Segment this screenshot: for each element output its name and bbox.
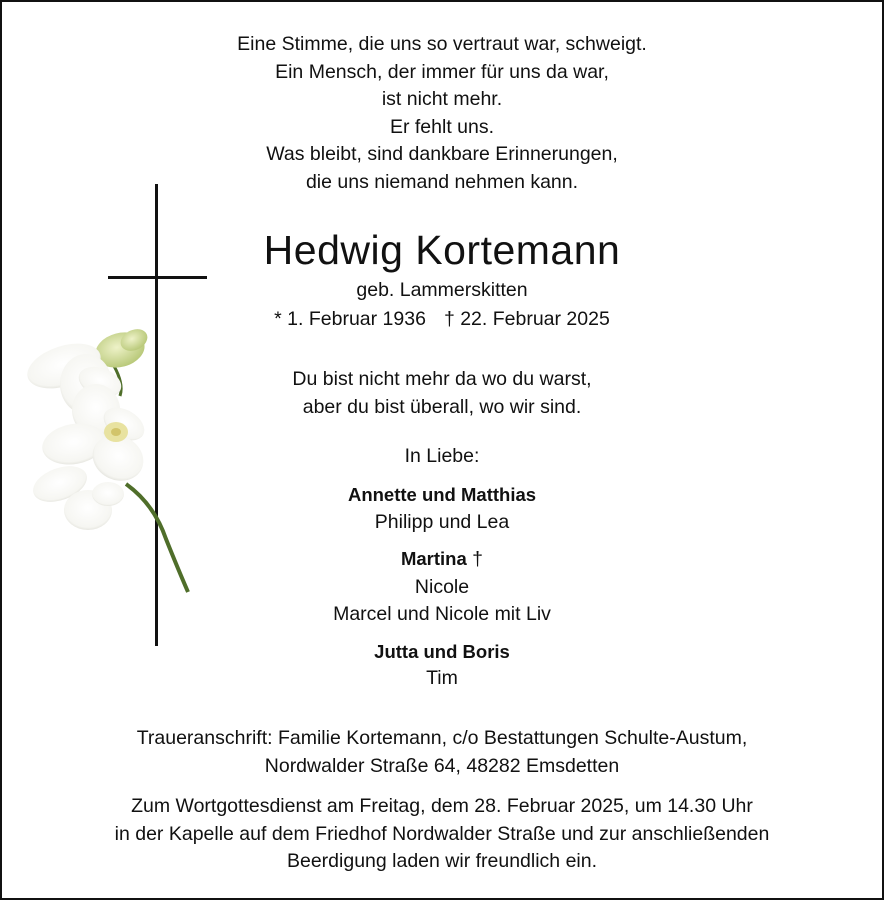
poem-line: Ein Mensch, der immer für uns da war, bbox=[275, 60, 609, 83]
family-member: Marcel und Nicole mit Liv bbox=[333, 603, 551, 625]
birth-date: * 1. Februar 1936 bbox=[274, 308, 426, 330]
maiden-name: geb. Lammerskitten bbox=[356, 279, 528, 301]
deceased-name: Hedwig Kortemann bbox=[263, 227, 621, 273]
family-group bbox=[2, 481, 882, 536]
quote-line: aber du bist überall, wo wir sind. bbox=[302, 395, 582, 418]
family-member: Nicole bbox=[414, 575, 470, 598]
family-head: Annette und Matthias bbox=[347, 484, 537, 505]
poem-line: Er fehlt uns. bbox=[389, 115, 495, 138]
quote-line: Du bist nicht mehr da wo du warst, bbox=[292, 368, 592, 390]
opening-poem bbox=[2, 31, 882, 196]
life-dates bbox=[2, 306, 882, 334]
poem-line: ist nicht mehr. bbox=[381, 88, 503, 110]
address-line: Traueranschrift: Familie Kortemann, c/o Bestattungen Schulte-Austum, bbox=[136, 727, 748, 749]
family-head: Martina bbox=[400, 548, 467, 569]
service-line: in der Kapelle auf dem Friedhof Nordwalder Straße und zur anschließenden bbox=[114, 822, 770, 845]
address-line: Nordwalder Straße 64, 48282 Emsdetten bbox=[264, 754, 620, 777]
family-group bbox=[2, 545, 882, 629]
poem-line: Eine Stimme, die uns so vertraut war, schweigt. bbox=[237, 33, 647, 55]
family-member: Philipp und Lea bbox=[374, 510, 510, 533]
family-list bbox=[2, 481, 882, 693]
family-member: Tim bbox=[426, 667, 458, 689]
service-line: Beerdigung laden wir freundlich ein. bbox=[286, 850, 598, 872]
in-love-label: In Liebe: bbox=[404, 445, 480, 467]
family-head: Jutta und Boris bbox=[374, 640, 510, 662]
service-announcement bbox=[2, 793, 882, 876]
deceased-marker: † bbox=[466, 548, 484, 570]
family-group bbox=[2, 638, 882, 693]
service-line: Zum Wortgottesdienst am Freitag, dem 28. Februar 2025, um 14.30 Uhr bbox=[131, 795, 753, 817]
poem-line: Was bleibt, sind dankbare Erinnerungen, bbox=[266, 143, 618, 165]
poem-line: die uns niemand nehmen kann. bbox=[305, 170, 579, 193]
mourning-address bbox=[2, 725, 882, 780]
family-head-line bbox=[2, 545, 882, 574]
death-date: † 22. Februar 2025 bbox=[443, 308, 610, 330]
memorial-quote bbox=[2, 366, 882, 421]
